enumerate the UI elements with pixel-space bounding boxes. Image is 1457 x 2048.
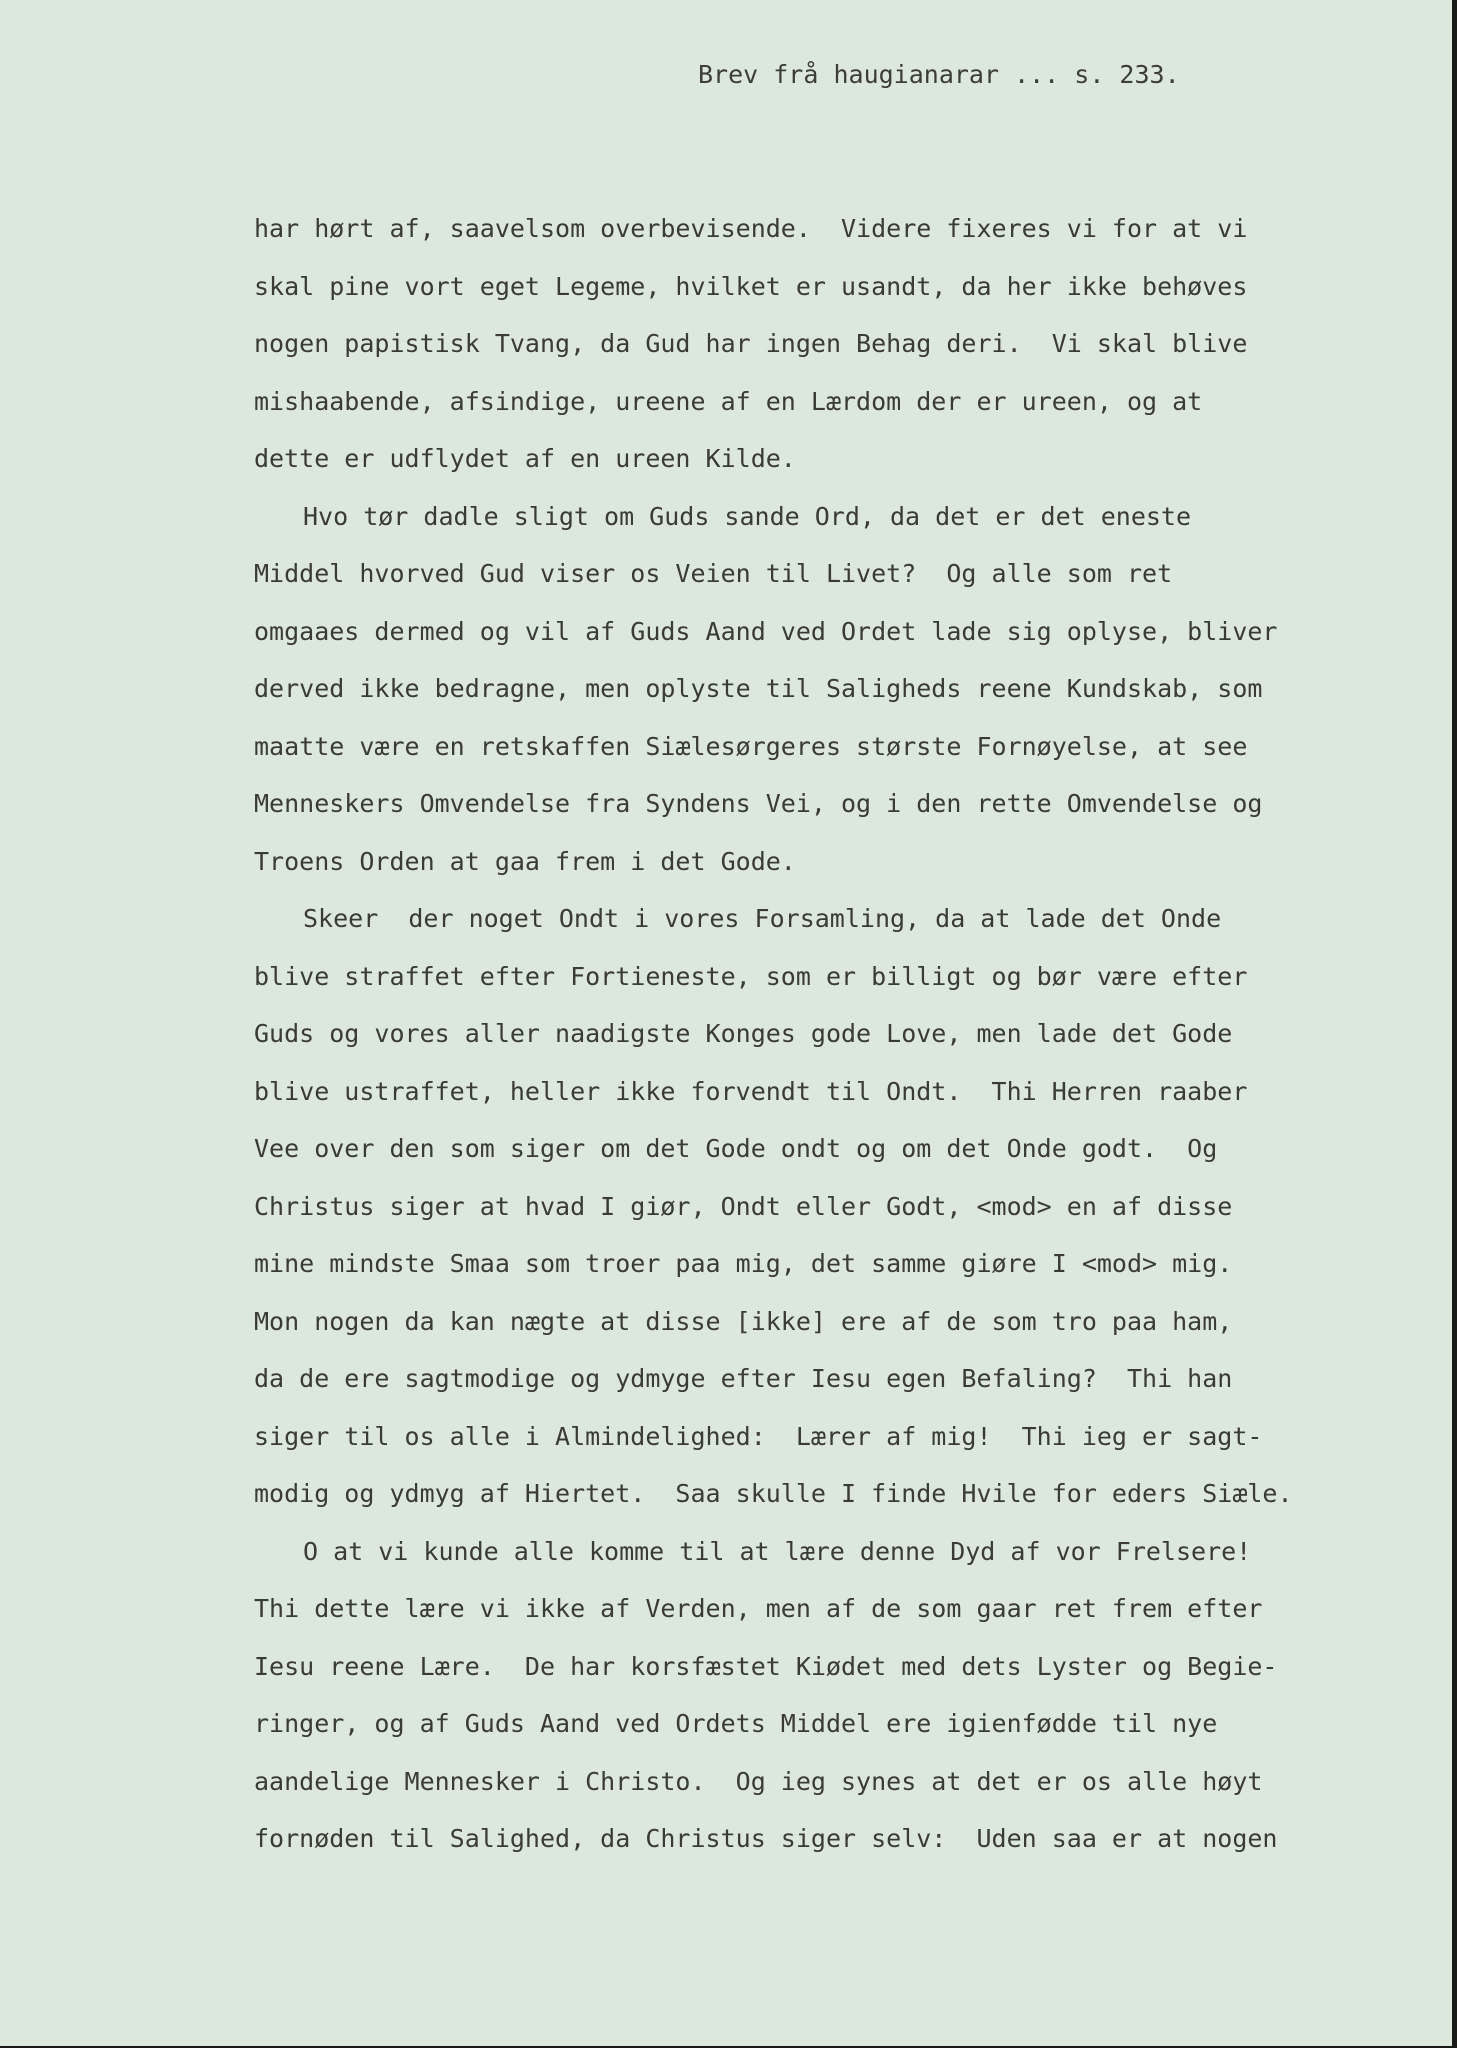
text-line: siger til os alle i Almindelighed: Lærer af mig! Thi ieg er sagt- [254,1421,1263,1451]
text-line: Vee over den som siger om det Gode ondt og om det Onde godt. Og [254,1134,1218,1163]
text-line: modig og ydmyg af Hiertet. Saa skulle I finde Hvile for eders Siæle. [254,1479,1293,1508]
text-line: Troens Orden at gaa frem i det Gode. [254,846,796,876]
text-line: derved ikke bedragne, men oplyste til Saligheds reene Kundskab, som [254,674,1263,703]
text-line: O at vi kunde alle komme til at lære denne Dyd af vor Frelsere! [303,1536,1252,1566]
page-header: Brev frå haugianarar ... s. 233. [698,60,1180,89]
text-line: Guds og vores aller naadigste Konges gode Love, men lade det Gode [254,1019,1233,1048]
text-line: skal pine vort eget Legeme, hvilket er usandt, da her ikke behøves [254,271,1248,301]
text-line: mine mindste Smaa som troer paa mig, det samme giøre I <mod> mig. [254,1249,1233,1278]
text-line: ringer, og af Guds Aand ved Ordets Middel ere igienfødde til nye [254,1709,1218,1738]
text-line: Skeer der noget Ondt i vores Forsamling, da at lade det Onde [303,904,1222,933]
text-line: har hørt af, saavelsom overbevisende. Videre fixeres vi for at vi [254,214,1248,243]
text-line: Middel hvorved Gud viser os Veien til Livet? Og alle som ret [254,559,1173,588]
text-line: da de ere sagtmodige og ydmyge efter Iesu egen Befaling? Thi han [254,1364,1233,1393]
text-line: fornøden til Salighed, da Christus siger selv: Uden saa er at nogen [254,1824,1278,1853]
text-line: blive straffet efter Fortieneste, som er billigt og bør være efter [254,961,1248,991]
text-line: dette er udflydet af en ureen Kilde. [254,444,796,473]
text-line: Iesu reene Lære. De har korsfæstet Kiødet med dets Lyster og Begie- [254,1651,1278,1681]
text-line: omgaaes dermed og vil af Guds Aand ved Ordet lade sig oplyse, bliver [254,616,1278,646]
text-line: aandelige Mennesker i Christo. Og ieg synes at det er os alle høyt [254,1766,1263,1796]
text-line: Hvo tør dadle sligt om Guds sande Ord, da det er det eneste [303,501,1192,531]
text-line: Christus siger at hvad I giør, Ondt eller Godt, <mod> en af disse [254,1191,1233,1221]
text-line: Menneskers Omvendelse fra Syndens Vei, og i den rette Omvendelse og [254,789,1263,818]
scan-edge-right [1452,0,1457,2048]
text-line: mishaabende, afsindige, ureene af en Lærdom der er ureen, og at [254,386,1203,416]
text-line: Thi dette lære vi ikke af Verden, men af de som gaar ret frem efter [254,1594,1263,1623]
text-line: Mon nogen da kan nægte at disse [ikke] ere af de som tro paa ham, [254,1306,1233,1336]
text-line: maatte være en retskaffen Siælesørgeres største Fornøyelse, at see [254,731,1248,761]
body-text [254,200,1444,1868]
text-line: nogen papistisk Tvang, da Gud har ingen Behag deri. Vi skal blive [254,329,1248,358]
text-line: blive ustraffet, heller ikke forvendt til Ondt. Thi Herren raaber [254,1076,1248,1106]
